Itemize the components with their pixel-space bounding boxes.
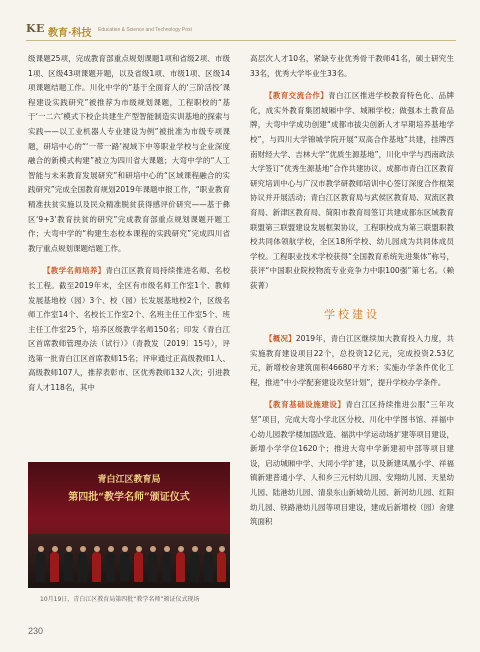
paragraph-infrastructure [250, 398, 454, 529]
photo-caption: 10月19日，青白江区教育局第四批“教学名师”颁证仪式现场 [40, 596, 200, 603]
header-divider [26, 40, 456, 41]
person-figure [78, 552, 87, 582]
person-figure [92, 552, 101, 582]
tag-exchange: 【教育交流合作】 [265, 91, 329, 101]
page-header [0, 0, 480, 40]
person-figure [176, 552, 185, 582]
person-figure [36, 552, 45, 582]
section-heading-school-construction: 学校建设 [324, 307, 380, 321]
paragraph-research-projects: 级课题25项，完成教育部重点规划课题1项和省级2项、市级1项、区级43项课题开题，以及省级1项、市级1项、区级14项课题结题工作。川化中学的“基于全面育人的‘三阶活投’课程建设实践研究”被推荐为市级规划课题，工程职校的“基于‘一二六’模式下校企共建生产型智能制造实训基地的探索与实践——以工业机器人专业建设为例”被批准为市级专项课题，研培中心的“‘一带一路’视域下中等职业学校与企业深度融合的新模式构建”被立为四川省大课题；大弯中学的“人工智能与未来教育发展研究”和研培中心的“区域课程融合的实践研究”完成全国教育规划2019年课题申报工作，“职业教育精准扶贫实施以及民众精准脱贫获得感评价研究——基于彝区‘9+3’教育扶贫的研究”完成教育部重点规划课题开题工作；大弯中学的“构建生态校本课程的实践研究”完成四川省教厅重点规划课题结题工作。 [28, 54, 230, 253]
ceremony-photo [28, 462, 230, 588]
tag-overview: 【概况】 [265, 334, 296, 344]
person-figure [120, 552, 129, 582]
page-number: 230 [28, 626, 44, 636]
tag-infrastructure: 【教育基础设施建设】 [265, 400, 346, 410]
section-subtitle: Education & Science and Technology Post [98, 27, 192, 33]
person-figure [134, 552, 143, 582]
author-credit: （赖荻菁） [250, 266, 454, 290]
person-figure [217, 552, 226, 582]
photo-stage [28, 534, 230, 588]
person-figure [50, 552, 59, 582]
person-figure [190, 552, 199, 582]
paragraph-gap [28, 256, 230, 264]
person-figure [148, 552, 157, 582]
text-overview: 2019年，青白江区继续加大教育投入力度，共实施教育建设项目22个，总投资12亿元，完成投资2.53亿元，新增校舍建筑面积46680平方米；实施办学条件优化工程，推进“中小学配套建设攻坚计划”，提升学校办学条件。 [250, 334, 455, 387]
section-title: 教育·科技 [48, 28, 92, 39]
text-teacher-training: 青白江区教育局持续推进名师、名校长工程。截至2019年末，全区有市级名师工作室1个、教师发展基地校（园）3个、校（园）长发展基地校2个，区级名师工作室14个、名校长工作室2个、名班主任工作室5个、班主任工作室25个，培养区级教学名师150名；印发《青白江区首席教师管理办法（试行）》（青教发〔2019〕15号），评选第一批青白江区首席教师15名；评审通过正高级教师1人、高级教师107人，推荐表彰市、区优秀教师132人次；引进教育人才118名，其中 [28, 266, 231, 393]
person-figure [204, 552, 213, 582]
text-infrastructure: 青白江区持续推进公服“三年攻坚”项目，完成大弯小学北区分校、川化中学图书馆、祥福中心幼儿园教学楼加固改造、福洪中学运动场扩建等项目建设，新增小学学位1620个；推进大弯中学新建初中部等项目建设，启动城厢中学、大同小学扩建，以及新建凤凰小学、祥福镇新建普通小学、人和乡三元村幼儿园、安翔幼儿园、天星幼儿园、陆港幼儿园、清泉东山新城幼儿园、新河幼儿园、红阳幼儿园、铁路港幼儿园等项目建设，建成后新增校（园）舍建筑面积 [250, 400, 454, 527]
paragraph-teacher-training [28, 264, 230, 395]
tag-teacher-training: 【教学名师培养】 [43, 266, 106, 276]
text-exchange: 青白江区推进学校教育特色化、品牌化，成实外教育集团城厢中学、城厢学校；做强本土教育品牌，大弯中学成功创建“成都市拔尖创新人才早期培养基地学校”，与四川大学锦城学院开展“双高合作基地”共建，挂牌西南财经大学、吉林大学“优质生源基地”，川化中学与西南政法大学签订“优秀生源基地”合作共建协议。成都市青白江区教育研究培训中心与广汉市教学研教师培训中心签订深度合作框架协议并开展活动；青白江区教育局与武侯区教育局、双流区教育局、新津区教育局、简阳市教育局签订共建成都东区域教育联盟第三联盟建设发展框架协议，工程职校成为第三联盟职教校共同体领航学校，全区18所学校、幼儿园成为共同体成员学校。工程职业技术学校获得“全国教育系统先进集体”称号，获评“中国职业院校物流专业竞争力中职100强”第七名。 [250, 91, 455, 276]
photo-banner-line1: 青白江区教育局 [97, 475, 161, 485]
person-figure [162, 552, 171, 582]
magazine-logo: KE [26, 22, 45, 35]
paragraph-gap [250, 390, 454, 398]
photo-banner-line2: 第四批“教学名师”颁证仪式 [68, 492, 190, 503]
right-column [250, 52, 454, 530]
paragraph-exchange [250, 89, 454, 293]
person-figure [106, 552, 115, 582]
person-figure [64, 552, 73, 582]
paragraph-gap [250, 81, 454, 89]
paragraph-talent-continued: 高层次人才10名，紧缺专业优秀骨干教师41名，硕士研究生33名，优秀大学毕业生33名。 [250, 54, 454, 78]
left-column [28, 52, 230, 396]
paragraph-overview [250, 332, 454, 390]
